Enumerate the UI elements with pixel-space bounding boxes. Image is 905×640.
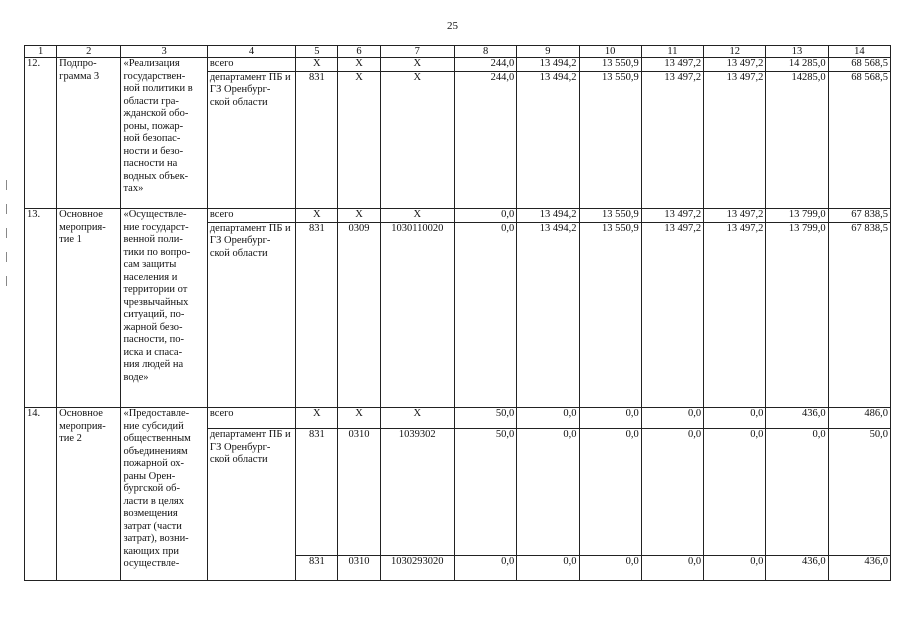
cell-c11: 13 497,2 xyxy=(641,58,703,72)
executor-cell: департамент ПБ и ГЗ Оренбург- ской области xyxy=(207,429,295,581)
table-row xyxy=(25,209,891,223)
header-cell: 9 xyxy=(517,46,579,58)
header-cell: 11 xyxy=(641,46,703,58)
row-type: Основное мероприя- тие 1 xyxy=(57,209,121,408)
cell-c14: 486,0 xyxy=(828,408,890,429)
row-type: Основное мероприя- тие 2 xyxy=(57,408,121,581)
page-number: 25 xyxy=(447,20,458,32)
row-name: «Предоставле- ние субсидий общественным объединениям пожарной ох- раны Орен- бургской об- ласти в целях возмещения затрат (части затрат), возни- кающих при осуществле- xyxy=(121,408,207,581)
cell-c11: 13 497,2 xyxy=(641,71,703,209)
cell-c10: 13 550,9 xyxy=(579,209,641,223)
header-cell: 8 xyxy=(454,46,516,58)
cell-c5: X xyxy=(296,58,338,72)
cell-c14: 436,0 xyxy=(828,556,890,581)
cell-c5: 831 xyxy=(296,429,338,556)
cell-c13: 14 285,0 xyxy=(766,58,828,72)
cell-c12: 13 497,2 xyxy=(704,58,766,72)
cell-c6: 0310 xyxy=(338,429,380,556)
margin-marks xyxy=(6,180,8,340)
executor-cell: всего xyxy=(207,58,295,72)
header-cell: 6 xyxy=(338,46,380,58)
budget-table xyxy=(24,45,891,581)
header-cell: 3 xyxy=(121,46,207,58)
cell-c12: 0,0 xyxy=(704,408,766,429)
cell-c6: 0309 xyxy=(338,222,380,408)
header-cell: 1 xyxy=(25,46,57,58)
cell-c9: 13 494,2 xyxy=(517,58,579,72)
table-row xyxy=(25,58,891,72)
header-row xyxy=(25,46,891,58)
row-number: 13. xyxy=(25,209,57,408)
header-cell: 2 xyxy=(57,46,121,58)
table-row xyxy=(25,408,891,429)
cell-c14: 67 838,5 xyxy=(828,209,890,223)
row-name: «Реализация государствен- ной политики в области гра- жданской обо- роны, пожар- ной безопас- ности и безо- пасности на водных объек- тах» xyxy=(121,58,207,209)
cell-c8: 244,0 xyxy=(454,58,516,72)
cell-c12: 13 497,2 xyxy=(704,71,766,209)
cell-c14: 50,0 xyxy=(828,429,890,556)
executor-cell: всего xyxy=(207,408,295,429)
cell-c8: 0,0 xyxy=(454,222,516,408)
cell-c9: 13 494,2 xyxy=(517,209,579,223)
cell-c14: 68 568,5 xyxy=(828,71,890,209)
cell-c13: 13 799,0 xyxy=(766,222,828,408)
cell-c7: X xyxy=(380,209,454,223)
cell-c7: 1039302 xyxy=(380,429,454,556)
cell-c6: X xyxy=(338,209,380,223)
cell-c5: 831 xyxy=(296,222,338,408)
cell-c5: 831 xyxy=(296,556,338,581)
cell-c6: X xyxy=(338,71,380,209)
executor-cell: всего xyxy=(207,209,295,223)
cell-c5: X xyxy=(296,209,338,223)
cell-c8: 50,0 xyxy=(454,408,516,429)
row-number: 14. xyxy=(25,408,57,581)
cell-c5: 831 xyxy=(296,71,338,209)
cell-c5: X xyxy=(296,408,338,429)
cell-c12: 0,0 xyxy=(704,429,766,556)
cell-c11: 13 497,2 xyxy=(641,209,703,223)
row-name: «Осуществле- ние государст- венной поли- тики по вопро- сам защиты населения и территории от чрезвычайных ситуаций, по- жарной безо- пасности, по- иска и спаса- ния людей на воде» xyxy=(121,209,207,408)
cell-c10: 0,0 xyxy=(579,408,641,429)
cell-c14: 67 838,5 xyxy=(828,222,890,408)
header-cell: 4 xyxy=(207,46,295,58)
header-cell: 13 xyxy=(766,46,828,58)
cell-c9: 0,0 xyxy=(517,429,579,556)
cell-c7: X xyxy=(380,58,454,72)
executor-cell: департамент ПБ и ГЗ Оренбург- ской области xyxy=(207,222,295,408)
header-cell: 5 xyxy=(296,46,338,58)
cell-c6: X xyxy=(338,408,380,429)
header-cell: 10 xyxy=(579,46,641,58)
cell-c9: 13 494,2 xyxy=(517,71,579,209)
cell-c13: 14285,0 xyxy=(766,71,828,209)
cell-c13: 0,0 xyxy=(766,429,828,556)
header-cell: 12 xyxy=(704,46,766,58)
cell-c11: 0,0 xyxy=(641,408,703,429)
row-number: 12. xyxy=(25,58,57,209)
cell-c8: 0,0 xyxy=(454,209,516,223)
cell-c13: 13 799,0 xyxy=(766,209,828,223)
cell-c12: 13 497,2 xyxy=(704,209,766,223)
header-cell: 14 xyxy=(828,46,890,58)
cell-c11: 0,0 xyxy=(641,429,703,556)
cell-c8: 244,0 xyxy=(454,71,516,209)
cell-c7: 1030293020 xyxy=(380,556,454,581)
cell-c11: 0,0 xyxy=(641,556,703,581)
cell-c14: 68 568,5 xyxy=(828,58,890,72)
cell-c10: 13 550,9 xyxy=(579,71,641,209)
cell-c12: 13 497,2 xyxy=(704,222,766,408)
cell-c10: 0,0 xyxy=(579,556,641,581)
row-type: Подпро- грамма 3 xyxy=(57,58,121,209)
cell-c7: 1030110020 xyxy=(380,222,454,408)
header-cell: 7 xyxy=(380,46,454,58)
cell-c10: 13 550,9 xyxy=(579,222,641,408)
cell-c10: 0,0 xyxy=(579,429,641,556)
cell-c10: 13 550,9 xyxy=(579,58,641,72)
cell-c13: 436,0 xyxy=(766,556,828,581)
cell-c9: 0,0 xyxy=(517,556,579,581)
cell-c12: 0,0 xyxy=(704,556,766,581)
cell-c8: 0,0 xyxy=(454,556,516,581)
cell-c6: X xyxy=(338,58,380,72)
cell-c8: 50,0 xyxy=(454,429,516,556)
executor-cell: департамент ПБ и ГЗ Оренбург- ской области xyxy=(207,71,295,209)
cell-c9: 13 494,2 xyxy=(517,222,579,408)
cell-c7: X xyxy=(380,408,454,429)
cell-c6: 0310 xyxy=(338,556,380,581)
cell-c9: 0,0 xyxy=(517,408,579,429)
cell-c7: X xyxy=(380,71,454,209)
cell-c13: 436,0 xyxy=(766,408,828,429)
cell-c11: 13 497,2 xyxy=(641,222,703,408)
